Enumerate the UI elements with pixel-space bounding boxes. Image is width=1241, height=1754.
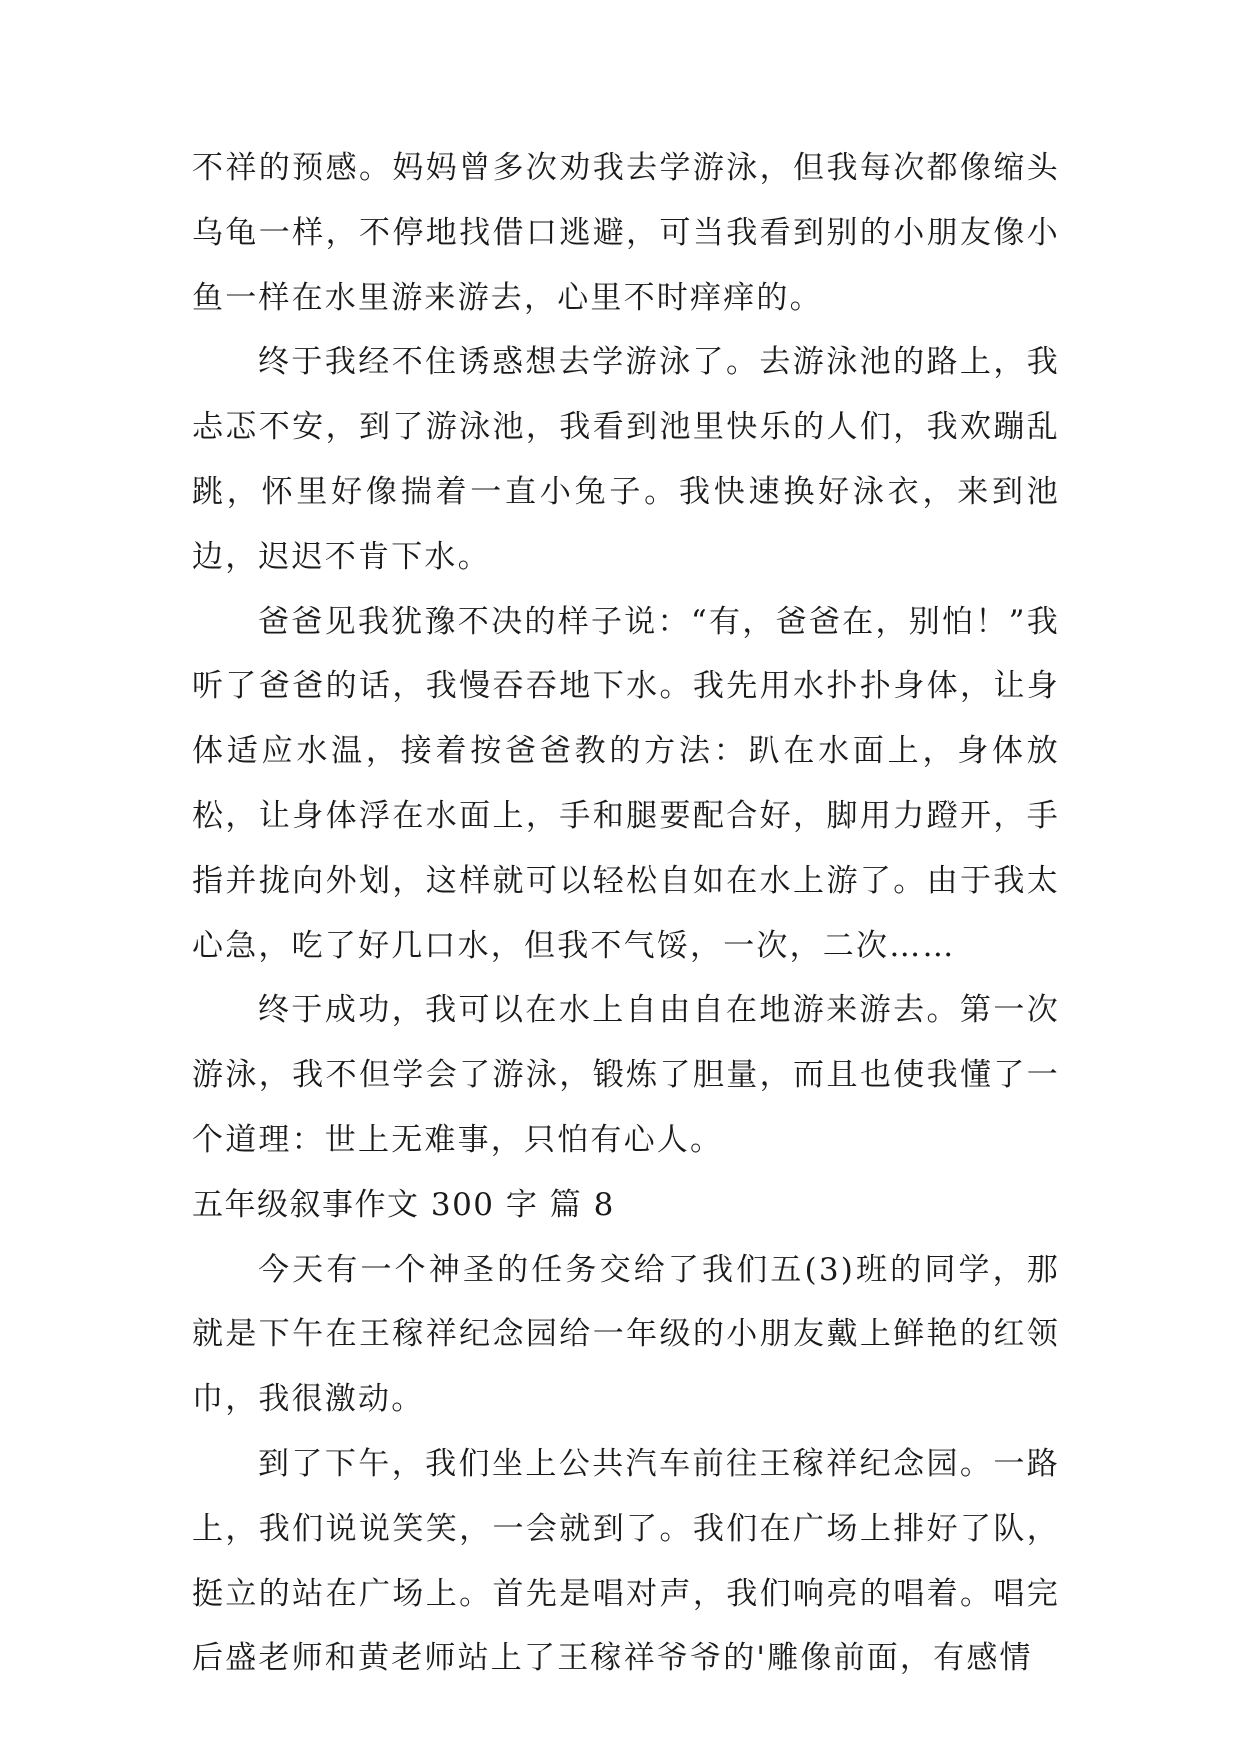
paragraph-1: 不祥的预感。妈妈曾多次劝我去学游泳，但我每次都像缩头乌龟一样，不停地找借口逃避，可当我看到别的小朋友像小鱼一样在水里游来游去，心里不时痒痒的。 xyxy=(192,150,1060,316)
paragraph-4: 终于成功，我可以在水上自由自在地游来游去。第一次游泳，我不但学会了游泳，锻炼了胆量，而且也使我懂了一个道理：世上无难事，只怕有心人。 xyxy=(192,992,1060,1158)
paragraph-3: 爸爸见我犹豫不决的样子说：“有，爸爸在，别怕！”我听了爸爸的话，我慢吞吞地下水。我先用水扑扑身体，让身体适应水温，接着按爸爸教的方法：趴在水面上，身体放松，让身体浮在水面上，手和腿要配合好，脚用力蹬开，手指并拢向外划，这样就可以轻松自如在水上游了。由于我太心急，吃了好几口水，但我不气馁，一次，二次…… xyxy=(192,603,1060,964)
paragraph-2: 终于我经不住诱惑想去学游泳了。去游泳池的路上，我忐忑不安，到了游泳池，我看到池里快乐的人们，我欢蹦乱跳，怀里好像揣着一直小兔子。我快速换好泳衣，来到池边，迟迟不肯下水。 xyxy=(192,344,1060,575)
paragraph-5: 今天有一个神圣的任务交给了我们五(3)班的同学，那就是下午在王稼祥纪念园给一年级的小朋友戴上鲜艳的红领巾，我很激动。 xyxy=(192,1251,1060,1418)
paragraph-6: 到了下午，我们坐上公共汽车前往王稼祥纪念园。一路上，我们说说笑笑，一会就到了。我们在广场上排好了队，挺立的站在广场上。首先是唱对声，我们响亮的唱着。唱完后盛老师和黄老师站上了王稼祥爷爷的'雕像前面，有感情 xyxy=(192,1445,1060,1677)
section-heading: 五年级叙事作文 300 字 篇 8 xyxy=(192,1186,615,1223)
document-body xyxy=(192,136,1060,1691)
